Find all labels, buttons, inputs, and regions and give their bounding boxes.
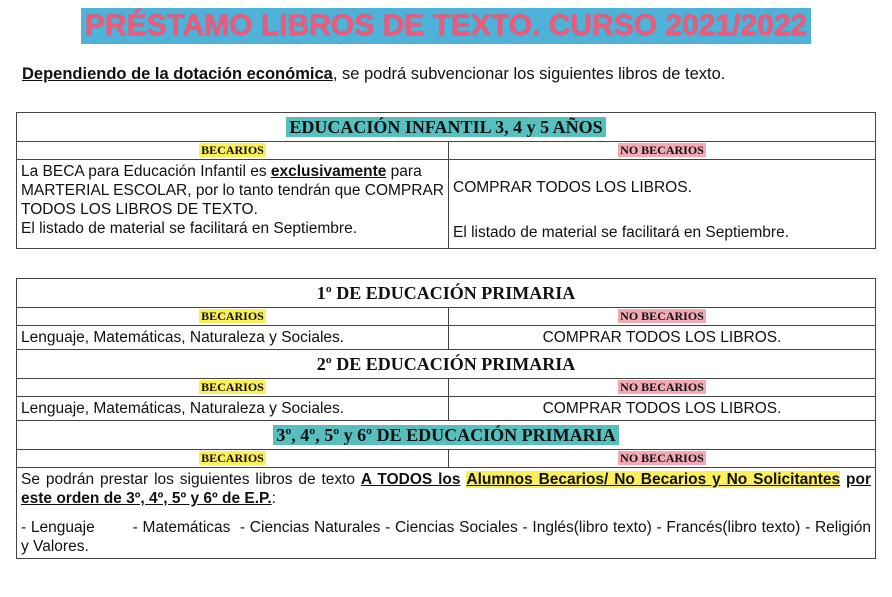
no-becarios-label: NO BECARIOS xyxy=(620,143,704,157)
primaria2-no-becarios-cell xyxy=(449,397,876,421)
primaria3-title-cell xyxy=(17,421,876,450)
becarios-label: BECARIOS xyxy=(201,380,264,394)
page-title: PRÉSTAMO LIBROS DE TEXTO. CURSO 2021/2022 xyxy=(81,8,811,44)
infantil-no-becarios-header xyxy=(449,142,876,160)
primaria2-title: 2º DE EDUCACIÓN PRIMARIA xyxy=(316,354,576,374)
intro-bold: Dependiendo de la dotación económica xyxy=(22,65,333,83)
primaria2-becarios-cell xyxy=(17,397,449,421)
primaria1-no-becarios-cell xyxy=(449,326,876,350)
infantil-becarios-cell xyxy=(17,160,449,249)
primaria2-becarios: Lenguaje, Matemáticas, Naturaleza y Sociales. xyxy=(21,400,345,417)
primaria1-title-cell xyxy=(17,279,876,308)
primaria1-becarios-header xyxy=(17,308,449,326)
becarios-label: BECARIOS xyxy=(201,309,264,323)
infantil-becarios-p2: para MARTERIAL ESCOLAR, por lo tanto tendrán que COMPRAR TODOS LOS LIBROS DE TEXTO. xyxy=(21,163,444,218)
infantil-table xyxy=(16,112,876,249)
primaria3-becarios-header xyxy=(17,450,449,468)
primaria3-content-cell xyxy=(17,468,876,559)
no-becarios-label: NO BECARIOS xyxy=(620,309,704,323)
primaria1-no-becarios-header xyxy=(449,308,876,326)
infantil-no-becarios-p1: COMPRAR TODOS LOS LIBROS. xyxy=(453,179,692,196)
infantil-no-becarios-cell xyxy=(449,160,876,249)
primaria3-no-becarios-header xyxy=(449,450,876,468)
primaria3-text-start: Se podrán prestar los siguientes libros de texto xyxy=(21,471,361,488)
no-becarios-label: NO BECARIOS xyxy=(620,451,704,465)
primaria-table xyxy=(16,278,876,559)
infantil-no-becarios-p2: El listado de material se facilitará en Septiembre. xyxy=(453,224,789,241)
primaria3-paragraph xyxy=(21,470,871,508)
primaria3-colon: : xyxy=(271,490,276,507)
primaria1-title: 1º DE EDUCACIÓN PRIMARIA xyxy=(316,283,576,303)
intro-text xyxy=(22,64,882,84)
infantil-becarios-header xyxy=(17,142,449,160)
primaria2-becarios-header xyxy=(17,379,449,397)
infantil-becarios-p1: La BECA para Educación Infantil es xyxy=(21,163,271,180)
intro-rest: , se podrá subvencionar los siguientes libros de texto. xyxy=(332,65,726,83)
primaria3-subjects: - Lenguaje - Matemáticas - Ciencias Naturales - Ciencias Sociales - Inglés(libro texto) - Francés(libro texto) - Religión y Valores. xyxy=(21,519,876,555)
infantil-title: EDUCACIÓN INFANTIL 3, 4 y 5 AÑOS xyxy=(286,117,605,137)
primaria3-bold1: A TODOS los xyxy=(360,471,461,488)
primaria3-bold2: por este orden de 3º, 4º, 5º y 6º de E.P. xyxy=(21,471,871,507)
no-becarios-label: NO BECARIOS xyxy=(620,380,704,394)
becarios-label: BECARIOS xyxy=(201,451,264,465)
primaria1-becarios-cell xyxy=(17,326,449,350)
primaria3-title: 3º, 4º, 5º y 6º DE EDUCACIÓN PRIMARIA xyxy=(273,425,618,445)
title-container xyxy=(0,8,892,44)
primaria3-highlight: Alumnos Becarios/ No Becarios y No Solicitantes xyxy=(466,471,841,488)
infantil-becarios-bold: exclusivamente xyxy=(270,163,387,180)
primaria2-no-becarios-header xyxy=(449,379,876,397)
primaria1-no-becarios: COMPRAR TODOS LOS LIBROS. xyxy=(542,329,782,346)
primaria1-becarios: Lenguaje, Matemáticas, Naturaleza y Sociales. xyxy=(21,329,345,346)
primaria2-title-cell xyxy=(17,350,876,379)
infantil-title-cell xyxy=(17,113,876,142)
infantil-becarios-p3: El listado de material se facilitará en Septiembre. xyxy=(21,220,357,237)
becarios-label: BECARIOS xyxy=(201,143,264,157)
primaria2-no-becarios: COMPRAR TODOS LOS LIBROS. xyxy=(542,400,782,417)
